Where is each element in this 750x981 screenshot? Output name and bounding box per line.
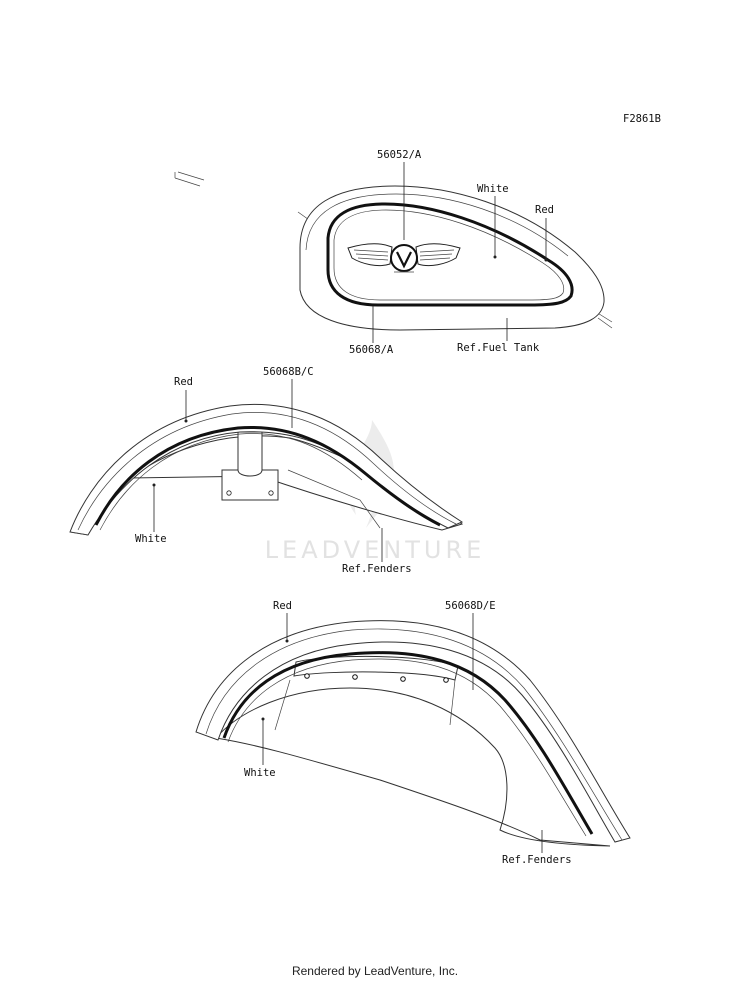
label-56068a: 56068/A: [349, 344, 394, 356]
label-ff-white: White: [135, 533, 167, 545]
label-tank-red: Red: [535, 204, 554, 216]
rear-fender-group: [196, 621, 630, 846]
front-fender-stay: [238, 432, 262, 476]
label-rf-red: Red: [273, 600, 292, 612]
label-tank-white: White: [477, 183, 509, 195]
label-ff-red: Red: [174, 376, 193, 388]
label-56068de: 56068D/E: [445, 600, 496, 612]
label-ref-fuel-tank: Ref.Fuel Tank: [457, 342, 540, 354]
figure-code: F2861B: [623, 113, 661, 125]
label-ff-ref-fenders: Ref.Fenders: [342, 563, 412, 575]
fuel-tank-group: [175, 172, 612, 330]
front-fender-group: [70, 404, 462, 535]
label-56052a: 56052/A: [377, 149, 422, 161]
front-fender-inner: [130, 436, 462, 530]
watermark-text: LEADVENTURE: [264, 536, 486, 564]
footer-credit: Rendered by LeadVenture, Inc.: [291, 964, 459, 978]
label-rf-white: White: [244, 767, 276, 779]
tank-fitting-left: [175, 172, 204, 186]
label-56068bc: 56068B/C: [263, 366, 314, 378]
label-rf-ref-fenders: Ref.Fenders: [502, 854, 572, 866]
